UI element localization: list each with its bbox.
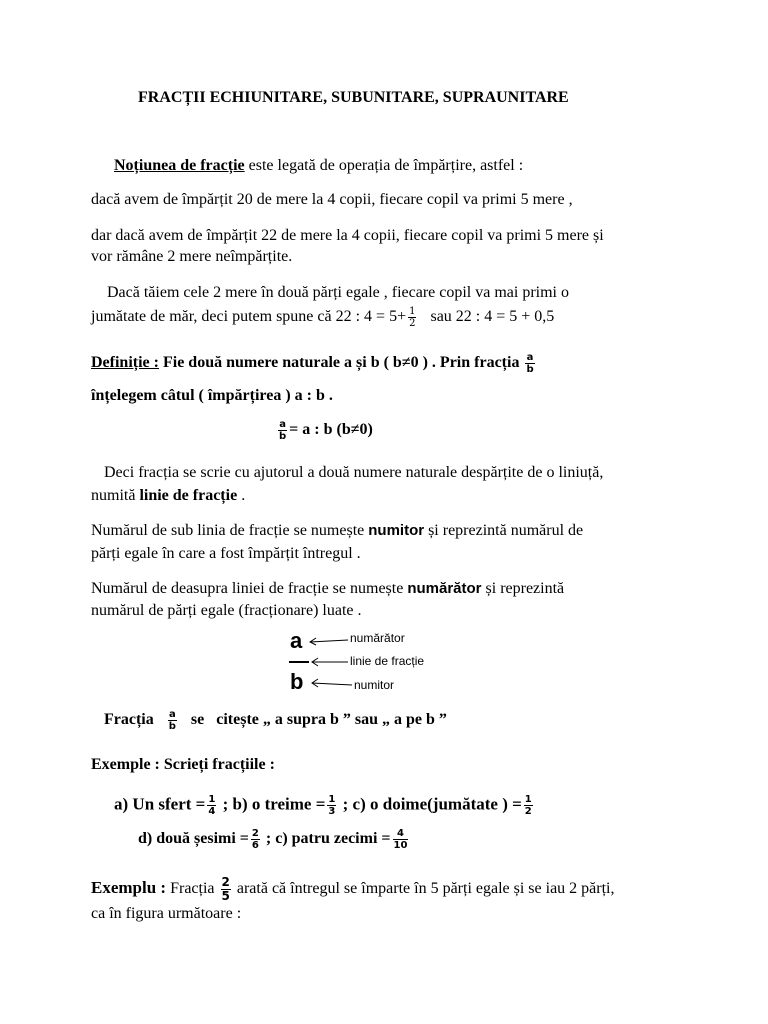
intro-line-6b: sau 22 : 4 = 5 + 0,5 [430, 308, 555, 326]
fraction-numerator: 2 [221, 875, 230, 889]
fraction-a-b [168, 709, 177, 732]
paragraph-2-line-1 [91, 522, 583, 540]
fraction-2-6 [251, 828, 260, 851]
exemplu-text-a: Fracția [166, 880, 219, 898]
intro-line-3 [91, 227, 604, 245]
definition-line-1 [91, 352, 537, 375]
formula-rest: = a : b (b≠0) [289, 421, 373, 439]
p2-prefix: Numărul de sub linia de fracție se numește [91, 522, 369, 539]
example-e-label: ; c) patru zecimi = [261, 830, 391, 848]
reading-line [104, 709, 447, 732]
paragraph-2-line-2: părți egale în care a fost împărțit întregul . [91, 545, 361, 562]
fraction-denominator: 2 [409, 318, 416, 329]
intro-line-1 [114, 157, 523, 175]
fraction-one-half [408, 306, 416, 329]
definition-text: Fie două numere naturale a și b ( b≠0 ) . Prin fracția [158, 354, 520, 372]
fraction-denominator: 3 [328, 806, 336, 817]
intro-line-5: Dacă tăiem cele 2 mere în două părți egale , fiecare copil va mai primi o [107, 284, 569, 301]
fraction-2-5 [221, 876, 231, 903]
definition-label: Definiție : [91, 354, 159, 372]
fraction-numerator: a [526, 352, 534, 363]
p3-prefix: Numărul de deasupra liniei de fracție se numește [91, 580, 408, 597]
fraction-1-2 [524, 794, 533, 817]
definition-line-2: înțelegem câtul ( împărțirea ) a : b . [91, 387, 333, 404]
examples-heading: Exemple : Scrieți fracțiile : [91, 756, 275, 773]
intro-line-3a: dar dacă avem de împărțit 22 de mere la [91, 227, 352, 244]
fraction-denominator: 10 [393, 840, 408, 851]
fraction-diagram [280, 628, 480, 700]
diagram-denominator: b [290, 669, 304, 694]
fraction-denominator: 4 [208, 806, 216, 817]
exemplu-text-b: arată că întregul se împarte în 5 părți egale și se iau 2 părți, [232, 880, 615, 898]
reading-fractia: Fracția [104, 711, 154, 729]
definition-formula [276, 419, 373, 442]
p1-suffix: . [237, 487, 246, 504]
fraction-denominator: b [168, 721, 176, 732]
intro-line-6a: jumătate de măr, deci putem spune că 22 : 4 = 5+ [91, 308, 407, 326]
notion-rest: este legată de operația de împărțire, astfel : [244, 157, 524, 174]
arrow-numitor-icon [312, 683, 352, 685]
reading-text: citește „ a supra b ” sau „ a pe b ” [216, 711, 447, 729]
intro-line-4: vor rămâne 2 mere neîmpărțite. [91, 248, 293, 265]
arrow-numarator-icon [310, 640, 348, 642]
label-numarator: numărător [350, 631, 405, 645]
paragraph-3-line-1 [91, 580, 564, 598]
fraction-numerator: 4 [393, 828, 409, 840]
examples-row-2 [138, 828, 410, 851]
fraction-numerator: 1 [328, 794, 336, 805]
fraction-denominator: b [526, 364, 534, 375]
paragraph-3-line-2: numărul de părți egale (fracționare) luate . [91, 602, 362, 619]
example-a-label: a) Un sfert = [114, 794, 206, 814]
page-title: FRACȚII ECHIUNITARE, SUBUNITARE, SUPRAUNITARE [138, 89, 569, 106]
term-numitor: numitor [368, 522, 425, 539]
term-linie-de-fractie: linie de fracție [139, 487, 238, 504]
example-c-label: ; c) o doime(jumătate ) = [338, 794, 522, 814]
fraction-a-b [525, 352, 534, 375]
fraction-4-10 [393, 828, 409, 851]
fraction-numerator: 1 [208, 794, 216, 805]
intro-line-2a: dacă avem de împărțit 20 de mere la [91, 191, 328, 208]
intro-line-2 [91, 191, 573, 209]
fraction-numerator: 1 [524, 794, 532, 805]
paragraph-1-line-1: Deci fracția se scrie cu ajutorul a două numere naturale despărțite de o liniuță, [104, 464, 604, 481]
intro-line-6 [91, 306, 554, 329]
fraction-numerator: 1 [409, 306, 416, 317]
p1-prefix: numită [91, 487, 140, 504]
intro-line-2b: 4 copii, fiecare copil va primi 5 mere , [327, 191, 573, 208]
p2-suffix: și reprezintă numărul de [424, 522, 584, 539]
paragraph-1-line-2 [91, 487, 245, 505]
fraction-denominator: b [279, 431, 287, 442]
label-numitor: numitor [354, 678, 395, 692]
example-d-label: d) două șesimi = [138, 830, 249, 848]
fraction-numerator: a [279, 419, 286, 430]
exemplu-label: Exemplu : [91, 878, 167, 898]
example-b-label: ; b) o treime = [218, 794, 326, 814]
p3-suffix: și reprezintă [481, 580, 565, 597]
fraction-denominator: 2 [524, 806, 532, 817]
intro-line-3b: 4 copii, fiecare copil va primi 5 mere și [351, 227, 604, 244]
term-numarator: numărător [407, 580, 482, 597]
examples-row-1 [114, 794, 535, 817]
fraction-a-b [278, 419, 287, 442]
notion-term: Noțiunea de fracție [114, 157, 245, 174]
fraction-1-4 [207, 794, 216, 817]
fraction-numerator: 2 [251, 828, 259, 839]
exemplu-line-2: ca în figura următoare : [91, 905, 242, 922]
fraction-denominator: 6 [251, 840, 259, 851]
fraction-1-3 [327, 794, 336, 817]
diagram-numerator: a [290, 628, 303, 653]
exemplu-line-1 [91, 876, 615, 903]
fraction-denominator: 5 [221, 889, 230, 903]
label-linie-de-fractie: linie de fracție [350, 654, 425, 668]
fraction-numerator: a [168, 709, 176, 720]
reading-se: se [190, 711, 205, 729]
